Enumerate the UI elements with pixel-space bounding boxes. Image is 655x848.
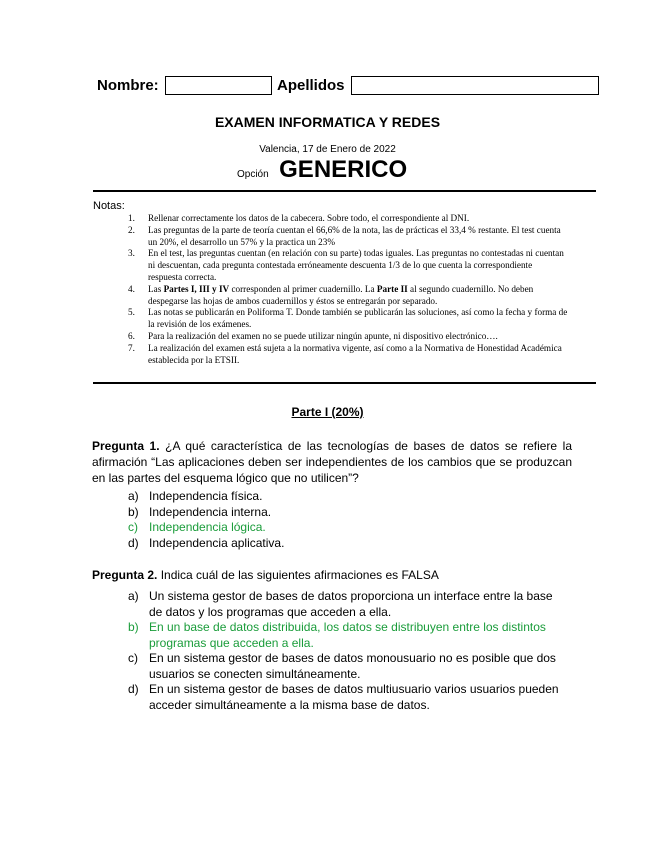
note-number: 4. (128, 283, 135, 294)
answer-letter: a) (128, 489, 139, 503)
question-1-answers (128, 489, 568, 551)
note-number: 5. (128, 307, 135, 318)
note-item (128, 307, 568, 331)
note-number: 2. (128, 224, 135, 235)
note-bold-part-ii: Parte II (376, 283, 408, 294)
note-text: Para la realización del examen no se puede utilizar ningún apunte, ni dispositivo electrónico…. (148, 330, 498, 341)
note-item (128, 248, 568, 283)
question-2-text: Indica cuál de las siguientes afirmaciones es FALSA (157, 568, 439, 582)
note-item (128, 343, 568, 367)
answer-text: Independencia lógica. (149, 520, 266, 534)
note-text-post: al segundo cuadernillo. No deben despegarse las hojas de ambos cuadernillos y éstos se entregarán por separado. (148, 283, 534, 306)
note-item (128, 331, 568, 343)
note-text: Las preguntas de la parte de teoría cuentan el 66,6% de la nota, las de prácticas el 33,4 % restante. El test cuenta un 20%, el desarrollo un 57% y la practica un 23% (148, 224, 561, 247)
note-text: En el test, las preguntas cuentan (en relación con su parte) todas iguales. Las preguntas no contestadas ni cuentan ni descuentan, cada pregunta contestada erróneamente descuenta 1/3 de lo que cuenta la correspondiente respuesta correcta. (148, 248, 564, 282)
question-1 (92, 438, 572, 486)
bottom-divider (93, 382, 596, 384)
note-item (128, 213, 568, 225)
note-text: Las notas se publicarán en Poliforma T. Donde también se publicarán las soluciones, así como la fecha y forma de la revisión de los exámenes. (148, 307, 568, 330)
question-2-label: Pregunta 2. (92, 568, 158, 582)
exam-date: Valencia, 17 de Enero de 2022 (259, 144, 396, 155)
answer-text: En un sistema gestor de bases de datos multiusuario varios usuarios pueden acceder simultáneamente a la misma base de datos. (149, 682, 559, 712)
question-1-label: Pregunta 1. (92, 439, 160, 453)
note-text-mid: corresponden al primer cuadernillo. La (229, 283, 377, 294)
note-number: 7. (128, 342, 135, 353)
answer-option[interactable] (128, 505, 568, 521)
answer-text: En un base de datos distribuida, los datos se distribuyen entre los distintos programas que acceden a ella. (149, 620, 546, 650)
answer-text: Independencia física. (149, 489, 263, 503)
answer-option-correct[interactable] (128, 620, 568, 651)
note-number: 3. (128, 248, 135, 259)
answer-letter: b) (128, 620, 139, 634)
nombre-field[interactable] (165, 76, 272, 95)
answer-letter: c) (128, 651, 138, 665)
apellidos-label: Apellidos (277, 77, 345, 94)
answer-option[interactable] (128, 489, 568, 505)
option-value: GENERICO (279, 156, 408, 183)
note-item (128, 225, 568, 249)
question-2 (92, 567, 572, 583)
answer-option[interactable] (128, 682, 568, 713)
note-text: Rellenar correctamente los datos de la cabecera. Sobre todo, el correspondiente al DNI. (148, 213, 470, 223)
answer-text: En un sistema gestor de bases de datos monousuario no es posible que dos usuarios se conecten simultáneamente. (149, 651, 556, 681)
answer-option[interactable] (128, 651, 568, 682)
exam-title: EXAMEN INFORMATICA Y REDES (214, 114, 441, 130)
answer-option-correct[interactable] (128, 520, 568, 536)
note-number: 6. (128, 330, 135, 341)
note-item (128, 284, 568, 308)
top-divider (93, 190, 596, 192)
answer-text: Independencia interna. (149, 504, 272, 519)
notes-list (128, 213, 568, 366)
notes-title: Notas: (93, 200, 125, 212)
note-number: 1. (128, 213, 135, 223)
apellidos-field[interactable] (351, 76, 599, 95)
answer-option[interactable] (128, 589, 568, 620)
answer-option[interactable] (128, 536, 568, 552)
answer-letter: a) (128, 589, 139, 603)
question-2-answers (128, 589, 568, 713)
answer-text: Independencia aplicativa. (149, 535, 285, 550)
answer-letter: c) (128, 520, 138, 534)
answer-letter: d) (128, 535, 139, 550)
exam-option (237, 156, 407, 184)
part-title: Parte I (20%) (291, 405, 364, 419)
note-text: La realización del examen está sujeta a la normativa vigente, así como a la Normativa de Honestidad Académica establecida por la ETSII. (148, 342, 562, 365)
note-bold-parts: Partes I, III y IV (163, 283, 230, 294)
note-text-pre: Las (148, 283, 164, 294)
question-1-text: ¿A qué característica de las tecnologías de bases de datos se refiere la afirmación “Las aplicaciones deben ser independientes de los cambios que se produzcan en las partes del esquema lógico que no utilicen”? (92, 439, 572, 485)
student-header (97, 75, 607, 97)
answer-letter: d) (128, 682, 139, 696)
answer-letter: b) (128, 504, 139, 519)
nombre-label: Nombre: (97, 77, 159, 94)
answer-text: Un sistema gestor de bases de datos proporciona un interface entre la base de datos y los programas que acceden a ella. (149, 589, 553, 619)
option-label: Opción (237, 169, 269, 180)
